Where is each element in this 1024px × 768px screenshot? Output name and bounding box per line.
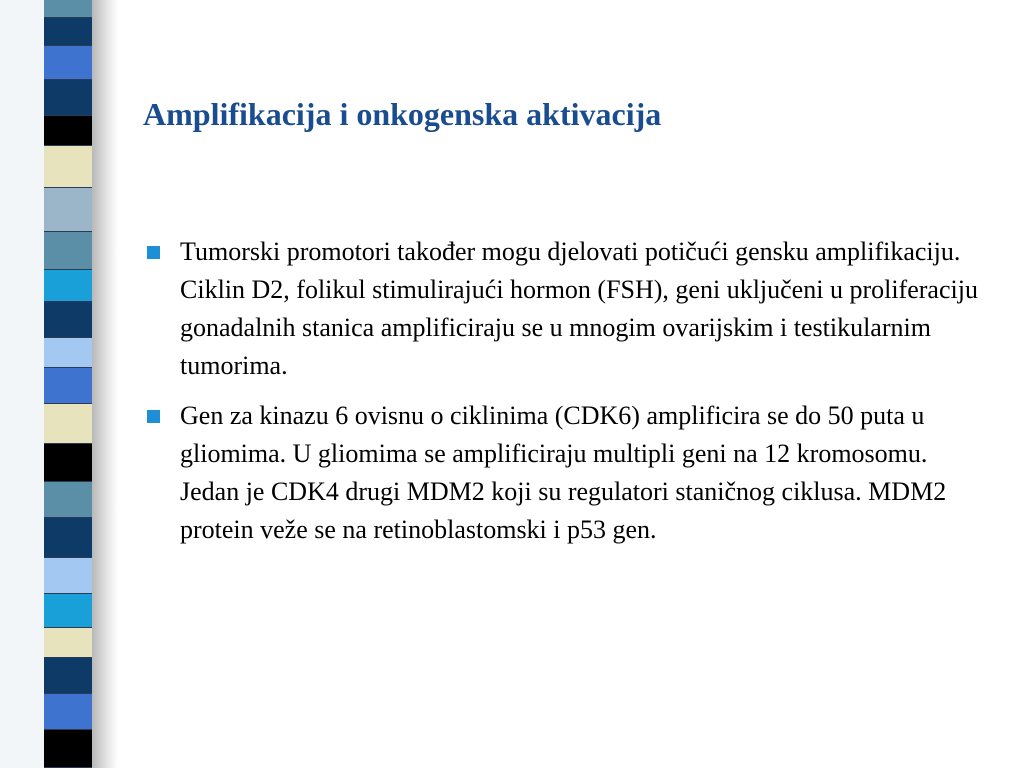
strip-square xyxy=(44,80,92,116)
square-bullet-icon xyxy=(147,410,160,423)
bullet-text: Tumorski promotori također mogu djelovati potičući gensku amplifikaciju. Ciklin D2, folikul stimulirajući hormon (FSH), geni uključeni u proliferaciju gonadalnih stanica amplificiraju se u mnogim ovarijskim i testikularnim tumorima. xyxy=(180,237,978,380)
strip-square xyxy=(44,444,92,482)
strip-square xyxy=(44,558,92,594)
strip-square xyxy=(44,482,92,518)
strip-square xyxy=(44,270,92,302)
strip-shadow xyxy=(92,0,118,768)
decorative-left-strip xyxy=(0,0,118,768)
strip-square xyxy=(44,594,92,628)
bullet-list xyxy=(143,233,993,561)
strip-square xyxy=(44,18,92,46)
strip-square xyxy=(44,628,92,658)
strip-square xyxy=(44,188,92,232)
strip-background xyxy=(0,0,44,768)
square-bullet-icon xyxy=(147,246,160,259)
bullet-item xyxy=(143,397,993,549)
strip-square xyxy=(44,368,92,404)
strip-square xyxy=(44,658,92,694)
strip-square xyxy=(44,730,92,768)
strip-square xyxy=(44,302,92,338)
strip-squares xyxy=(44,0,92,768)
bullet-text: Gen za kinazu 6 ovisnu o ciklinima (CDK6) amplificira se do 50 puta u gliomima. U gliomima se amplificiraju multipli geni na 12 kromosomu. Jedan je CDK4 drugi MDM2 koji su regulatori staničnog ciklusa. MDM2 protein veže se na retinoblastomski i p53 gen. xyxy=(180,401,947,544)
strip-square xyxy=(44,404,92,444)
strip-square xyxy=(44,338,92,368)
strip-square xyxy=(44,146,92,188)
strip-square xyxy=(44,116,92,146)
bullet-item xyxy=(143,233,993,385)
strip-square xyxy=(44,694,92,730)
slide-title: Amplifikacija i onkogenska aktivacija xyxy=(143,96,662,132)
strip-square xyxy=(44,0,92,18)
strip-square xyxy=(44,518,92,558)
strip-square xyxy=(44,46,92,80)
strip-square xyxy=(44,232,92,270)
